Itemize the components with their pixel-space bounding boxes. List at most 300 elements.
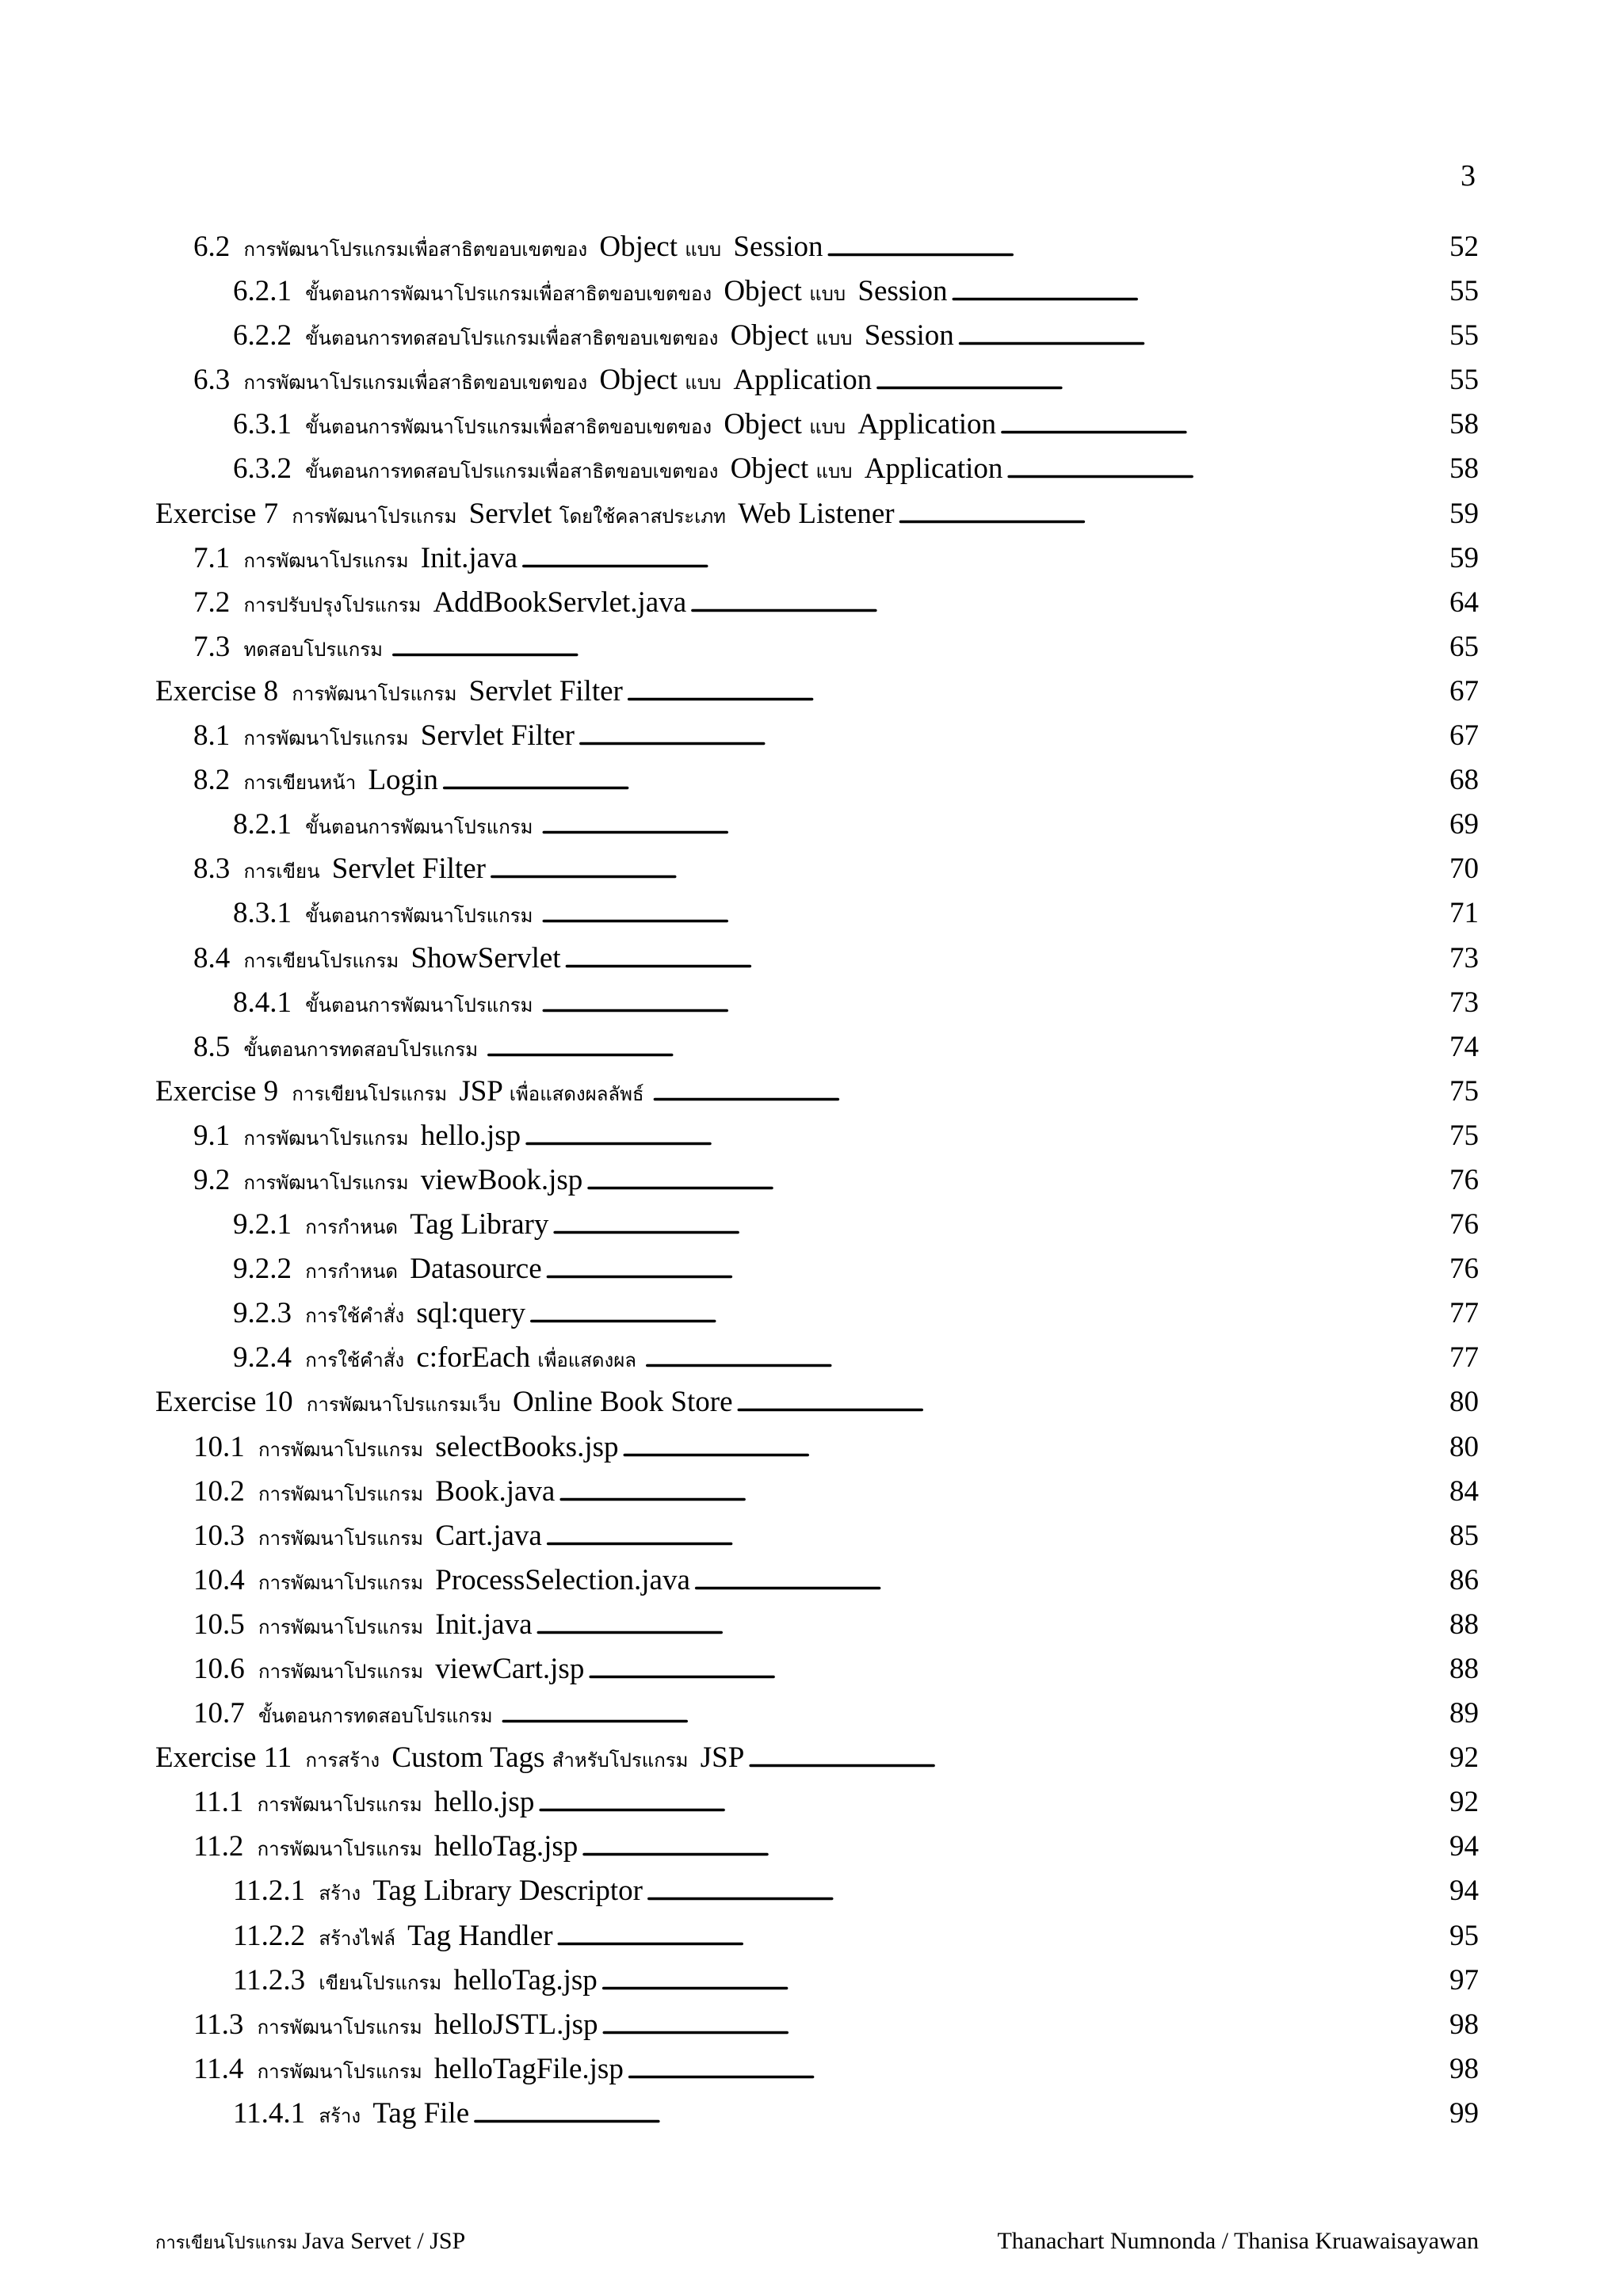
- toc-entry-number: 7.1: [193, 541, 231, 574]
- toc-entry-page: 58: [1449, 452, 1479, 486]
- toc-entry-thai-text: การพัฒนาโปรแกรม: [258, 1573, 424, 1594]
- toc-entry: [155, 1385, 1479, 1429]
- toc-entry-number: 10.2: [193, 1474, 245, 1508]
- toc-entry-page: 69: [1449, 808, 1479, 841]
- toc-entry-page: 89: [1449, 1697, 1479, 1730]
- toc-entry-number: 7.3: [193, 630, 231, 663]
- toc-dot-leader: [545, 1252, 1446, 1286]
- toc-entry-thai-text: ขั้นตอนการทดสอบโปรแกรม: [243, 1039, 479, 1061]
- toc-entry-label: [155, 497, 895, 532]
- toc-entry-page: 88: [1449, 1653, 1479, 1685]
- toc-entry-number: 6.2.1: [233, 275, 292, 308]
- toc-dot-leader: [826, 230, 1446, 264]
- toc-entry-page: 92: [1449, 1741, 1479, 1775]
- toc-entry-thai-text: ทดสอบโปรแกรม: [243, 639, 383, 661]
- toc-entry-title: hello.jsp: [420, 1119, 521, 1152]
- toc-entry-number: 6.3.1: [233, 408, 292, 441]
- toc-dot-leader: [529, 1296, 1446, 1330]
- toc-entry-thai-text: การพัฒนาโปรแกรม: [243, 1173, 409, 1194]
- toc-entry-number: 9.2.3: [233, 1297, 292, 1330]
- toc-entry-title: Servlet Filter: [331, 852, 486, 886]
- toc-dot-leader: [540, 986, 1446, 1020]
- toc-dot-leader: [564, 941, 1446, 975]
- toc-dot-leader: [622, 1430, 1447, 1464]
- toc-entry: [155, 318, 1479, 363]
- table-of-contents: [155, 230, 1479, 2141]
- toc-entry-thai-text: การพัฒนาโปรแกรม: [292, 506, 457, 528]
- toc-entry-page: 59: [1449, 541, 1479, 574]
- toc-entry-thai-text: ขั้นตอนการพัฒนาโปรแกรมเพื่อสาธิตขอบเขตของ: [305, 418, 712, 439]
- toc-entry-page: 67: [1449, 674, 1479, 707]
- toc-entry-number: 11.2.3: [233, 1963, 306, 1997]
- toc-entry: [155, 1652, 1479, 1696]
- toc-entry-thai-text: การเขียน: [243, 862, 320, 883]
- toc-dot-leader: [536, 1608, 1446, 1642]
- toc-entry-page: 58: [1449, 408, 1479, 441]
- toc-entry-label: [193, 363, 872, 398]
- toc-dot-leader: [875, 363, 1446, 397]
- toc-entry-title: Tag Library: [410, 1208, 549, 1241]
- toc-entry-page: 85: [1449, 1519, 1479, 1552]
- toc-entry-label: [193, 230, 823, 265]
- toc-entry-number: 11.4.1: [233, 2096, 306, 2130]
- toc-entry-label: [193, 1696, 498, 1731]
- toc-entry-title: Cart.java: [435, 1519, 542, 1552]
- toc-entry-label: [155, 1385, 733, 1420]
- toc-entry-number: 8.5: [193, 1030, 231, 1063]
- toc-dot-leader: [898, 497, 1446, 531]
- toc-entry-number: 8.3.1: [233, 897, 292, 930]
- toc-entry-page: 88: [1449, 1608, 1479, 1641]
- toc-entry-title: JSP: [700, 1741, 745, 1775]
- toc-dot-leader: [581, 1829, 1446, 1863]
- toc-entry: [155, 674, 1479, 719]
- toc-entry-page: 94: [1449, 1875, 1479, 1908]
- toc-entry: [155, 763, 1479, 807]
- toc-dot-leader: [601, 1963, 1446, 1997]
- toc-entry-title: helloJSTL.jsp: [433, 2008, 598, 2041]
- toc-entry-number: Exercise 9: [155, 1074, 279, 1108]
- toc-entry-number: 10.5: [193, 1608, 245, 1641]
- toc-entry-number: 11.2.1: [233, 1875, 306, 1908]
- toc-entry: [155, 2096, 1479, 2141]
- toc-entry-number: 9.1: [193, 1119, 231, 1152]
- toc-entry: [155, 630, 1479, 674]
- toc-entry-title: ShowServlet: [411, 941, 561, 974]
- toc-entry-page: 98: [1449, 2052, 1479, 2085]
- toc-entry-page: 77: [1449, 1341, 1479, 1375]
- toc-entry-label: [193, 1430, 619, 1465]
- toc-dot-leader: [1006, 452, 1446, 486]
- toc-entry-title: Servlet Filter: [468, 674, 623, 707]
- toc-entry-page: 76: [1449, 1163, 1479, 1196]
- toc-entry-page: 92: [1449, 1786, 1479, 1819]
- toc-entry-page: 70: [1449, 852, 1479, 886]
- toc-entry-title: helloTag.jsp: [453, 1963, 598, 1997]
- toc-entry-thai-text: การเขียนโปรแกรม: [292, 1084, 448, 1105]
- toc-entry-thai-text: การพัฒนาโปรแกรม: [258, 1484, 424, 1505]
- toc-entry-page: 65: [1449, 630, 1479, 663]
- toc-entry-title: Book.java: [435, 1474, 556, 1508]
- toc-entry-label: [233, 407, 996, 442]
- toc-entry-label: [155, 1741, 744, 1775]
- toc-entry-number: 11.3: [193, 2008, 244, 2041]
- toc-entry-thai-text: แบบ: [815, 462, 853, 483]
- toc-entry-label: [193, 1829, 578, 1864]
- toc-entry-title: c:forEach: [416, 1341, 531, 1375]
- toc-entry: [155, 1874, 1479, 1918]
- toc-entry-number: 11.1: [193, 1786, 244, 1819]
- toc-entry-thai-text: การพัฒนาโปรแกรม: [257, 1840, 422, 1861]
- toc-entry-page: 73: [1449, 941, 1479, 974]
- toc-entry-page: 71: [1449, 897, 1479, 930]
- toc-entry-title: Login: [368, 764, 438, 797]
- toc-entry-number: Exercise 7: [155, 497, 279, 530]
- toc-entry: [155, 1563, 1479, 1608]
- toc-entry: [155, 941, 1479, 986]
- toc-entry-label: [193, 719, 575, 753]
- toc-entry-label: [233, 896, 537, 931]
- toc-entry: [155, 852, 1479, 896]
- toc-entry-number: 11.4: [193, 2052, 244, 2085]
- toc-entry-title: Online Book Store: [513, 1386, 733, 1419]
- toc-entry-page: 73: [1449, 986, 1479, 1019]
- toc-dot-leader: [524, 1119, 1446, 1153]
- toc-entry: [155, 585, 1479, 630]
- toc-entry-thai-text: ขั้นตอนการพัฒนาโปรแกรม: [305, 906, 533, 928]
- toc-entry-label: [193, 1030, 483, 1065]
- toc-entry-label: [233, 1874, 643, 1909]
- toc-entry-title: ProcessSelection.java: [435, 1563, 690, 1596]
- toc-entry-title: Object: [724, 408, 802, 441]
- toc-entry-label: [233, 2096, 469, 2131]
- toc-entry-label: [193, 763, 438, 798]
- toc-entry-thai-text: ขั้นตอนการพัฒนาโปรแกรม: [305, 818, 533, 839]
- toc-entry-label: [155, 674, 623, 709]
- toc-entry: [155, 807, 1479, 852]
- toc-entry-label: [193, 541, 517, 576]
- toc-entry-number: Exercise 11: [155, 1741, 292, 1775]
- toc-entry: [155, 1252, 1479, 1296]
- toc-entry-thai-text: ขั้นตอนการทดสอบโปรแกรมเพื่อสาธิตขอบเขตของ: [305, 462, 719, 483]
- page-footer: [155, 2228, 1479, 2256]
- toc-entry-thai-text: สร้าง: [319, 1884, 361, 1905]
- toc-entry-page: 52: [1449, 231, 1479, 263]
- toc-entry-title: JSP: [459, 1074, 502, 1108]
- toc-entry-number: Exercise 10: [155, 1386, 293, 1419]
- toc-entry: [155, 1074, 1479, 1119]
- toc-dot-leader: [545, 1519, 1446, 1553]
- toc-dot-leader: [950, 274, 1446, 308]
- toc-entry-number: 9.2.1: [233, 1208, 292, 1241]
- toc-entry-label: [193, 2052, 624, 2087]
- toc-entry-number: 8.4.1: [233, 986, 292, 1019]
- toc-entry: [155, 896, 1479, 940]
- toc-entry-page: 95: [1449, 1919, 1479, 1952]
- toc-dot-leader: [587, 1652, 1446, 1686]
- toc-entry-label: [233, 1341, 641, 1375]
- toc-entry-label: [193, 585, 686, 620]
- toc-entry-title: Tag Handler: [407, 1919, 553, 1952]
- toc-dot-leader: [999, 407, 1446, 441]
- toc-entry-page: 67: [1449, 719, 1479, 753]
- toc-entry-thai-text: การพัฒนาโปรแกรม: [243, 729, 409, 750]
- toc-entry-label: [233, 318, 954, 353]
- toc-entry: [155, 1119, 1479, 1163]
- toc-entry-label: [233, 1252, 542, 1287]
- toc-entry-title: viewBook.jsp: [420, 1163, 583, 1196]
- toc-entry-thai-text: การกำหนด: [305, 1262, 398, 1283]
- toc-dot-leader: [486, 1030, 1446, 1064]
- toc-entry-title: Custom Tags: [391, 1741, 545, 1775]
- toc-entry-thai-text: แบบ: [815, 329, 853, 350]
- toc-dot-leader: [578, 719, 1446, 753]
- toc-entry-page: 77: [1449, 1297, 1479, 1330]
- toc-entry: [155, 2052, 1479, 2096]
- toc-entry: [155, 2008, 1479, 2052]
- toc-entry-page: 76: [1449, 1253, 1479, 1286]
- toc-entry-title: Application: [733, 364, 873, 397]
- toc-entry-label: [233, 1207, 548, 1242]
- toc-entry-number: 10.3: [193, 1519, 245, 1552]
- toc-entry-title: AddBookServlet.java: [433, 585, 687, 619]
- toc-entry: [155, 363, 1479, 407]
- toc-entry-title: Session: [864, 319, 954, 353]
- toc-entry-thai-text: เพื่อแสดงผลลัพธ์: [509, 1084, 644, 1105]
- toc-entry: [155, 1519, 1479, 1563]
- toc-entry-label: [193, 1785, 534, 1820]
- toc-entry-thai-text: การใช้คำสั่ง: [305, 1306, 405, 1328]
- toc-entry-label: [193, 1652, 584, 1687]
- toc-entry-label: [193, 1119, 521, 1154]
- toc-entry: [155, 1741, 1479, 1785]
- toc-entry-page: 75: [1449, 1074, 1479, 1108]
- toc-entry: [155, 986, 1479, 1030]
- toc-entry: [155, 1829, 1479, 1874]
- toc-entry-title: helloTagFile.jsp: [433, 2052, 624, 2085]
- toc-entry-label: [193, 852, 486, 887]
- toc-entry-number: 8.1: [193, 719, 231, 753]
- toc-entry-label: [233, 452, 1002, 486]
- toc-entry-label: [193, 1163, 582, 1198]
- toc-entry: [155, 1163, 1479, 1207]
- toc-entry-number: 10.6: [193, 1653, 245, 1685]
- toc-dot-leader: [501, 1696, 1446, 1730]
- toc-entry-page: 74: [1449, 1030, 1479, 1063]
- toc-entry-thai-text: ขั้นตอนการทดสอบโปรแกรมเพื่อสาธิตขอบเขตของ: [305, 329, 719, 350]
- toc-entry-thai-text: การพัฒนาโปรแกรม: [292, 684, 457, 705]
- toc-dot-leader: [747, 1741, 1446, 1775]
- toc-entry: [155, 407, 1479, 452]
- toc-entry-title: Object: [599, 364, 678, 397]
- toc-entry-thai-text: สร้าง: [319, 2106, 361, 2127]
- toc-entry-number: 8.3: [193, 852, 231, 886]
- toc-entry-label: [193, 1474, 555, 1509]
- toc-dot-leader: [644, 1341, 1446, 1375]
- toc-entry-number: 9.2.4: [233, 1341, 292, 1375]
- toc-entry-title: Application: [857, 408, 997, 441]
- toc-entry: [155, 1030, 1479, 1074]
- toc-entry-number: 6.2.2: [233, 319, 292, 353]
- toc-dot-leader: [472, 2096, 1446, 2130]
- toc-entry-number: 6.3: [193, 364, 231, 397]
- toc-entry-title: Init.java: [420, 541, 518, 574]
- toc-dot-leader: [540, 807, 1446, 841]
- toc-entry-title: Session: [733, 231, 823, 263]
- toc-entry-page: 98: [1449, 2008, 1479, 2041]
- toc-dot-leader: [391, 630, 1446, 664]
- toc-entry-page: 64: [1449, 585, 1479, 619]
- page-number: 3: [1461, 159, 1476, 193]
- toc-entry-thai-text: ขั้นตอนการพัฒนาโปรแกรมเพื่อสาธิตขอบเขตของ: [305, 284, 712, 306]
- toc-entry-page: 99: [1449, 2096, 1479, 2130]
- toc-entry-thai-text: การพัฒนาโปรแกรม: [258, 1528, 424, 1550]
- toc-entry-thai-text: ขั้นตอนการพัฒนาโปรแกรม: [305, 995, 533, 1016]
- toc-dot-leader: [537, 1785, 1446, 1819]
- toc-entry-label: [193, 1519, 542, 1554]
- toc-entry-thai-text: การพัฒนาโปรแกรม: [257, 2061, 422, 2083]
- toc-entry: [155, 1919, 1479, 1963]
- footer-left-text: Java Servet / JSP: [302, 2228, 466, 2254]
- toc-entry-number: 6.2: [193, 231, 231, 263]
- toc-entry: [155, 1696, 1479, 1741]
- toc-entry: [155, 1207, 1479, 1252]
- toc-entry-label: [193, 1563, 690, 1598]
- toc-entry-thai-text: การพัฒนาโปรแกรม: [258, 1440, 424, 1461]
- toc-entry-number: 9.2: [193, 1163, 231, 1196]
- toc-entry-label: [233, 986, 537, 1020]
- toc-dot-leader: [689, 585, 1446, 620]
- toc-dot-leader: [586, 1163, 1446, 1197]
- toc-entry-number: 8.2.1: [233, 808, 292, 841]
- toc-dot-leader: [521, 541, 1446, 575]
- toc-dot-leader: [646, 1874, 1446, 1908]
- toc-entry: [155, 1430, 1479, 1474]
- toc-entry: [155, 719, 1479, 763]
- toc-entry-page: 86: [1449, 1563, 1479, 1596]
- toc-entry-thai-text: แบบ: [809, 418, 846, 439]
- toc-entry-title: Object: [730, 319, 809, 353]
- toc-entry: [155, 274, 1479, 318]
- toc-entry-thai-text: สร้างไฟล์: [319, 1928, 395, 1950]
- toc-entry-label: [233, 807, 537, 842]
- toc-entry-page: 55: [1449, 319, 1479, 353]
- toc-dot-leader: [601, 2008, 1447, 2042]
- toc-entry: [155, 230, 1479, 274]
- toc-entry-page: 84: [1449, 1474, 1479, 1508]
- toc-entry-thai-text: แบบ: [685, 373, 722, 395]
- toc-entry: [155, 1963, 1479, 2008]
- toc-dot-leader: [652, 1074, 1446, 1108]
- toc-entry-page: 76: [1449, 1208, 1479, 1241]
- toc-entry-page: 55: [1449, 364, 1479, 397]
- toc-entry: [155, 1296, 1479, 1341]
- toc-dot-leader: [957, 318, 1446, 353]
- toc-entry-title: Tag File: [372, 2096, 470, 2130]
- toc-entry-number: 8.2: [193, 764, 231, 797]
- toc-dot-leader: [558, 1474, 1446, 1508]
- toc-dot-leader: [441, 763, 1446, 797]
- toc-entry-number: 7.2: [193, 585, 231, 619]
- toc-entry-label: [233, 1963, 598, 1998]
- toc-entry-thai-text: การกำหนด: [305, 1218, 398, 1239]
- toc-entry-label: [193, 2008, 598, 2042]
- toc-dot-leader: [627, 2052, 1446, 2086]
- toc-entry-thai-text: การพัฒนาโปรแกรมเว็บ: [306, 1395, 501, 1417]
- toc-entry-thai-text: การปรับปรุงโปรแกรม: [243, 595, 422, 616]
- toc-entry-title: Web Listener: [738, 497, 895, 530]
- toc-entry-thai-text: การเขียนหน้า: [243, 773, 357, 795]
- toc-entry-label: [233, 274, 947, 309]
- toc-entry-title: Object: [724, 275, 802, 308]
- toc-entry-title: Init.java: [435, 1608, 533, 1641]
- toc-entry-number: 6.3.2: [233, 452, 292, 486]
- toc-entry-page: 55: [1449, 275, 1479, 308]
- toc-entry-label: [193, 630, 388, 665]
- toc-entry-thai-text: การเขียนโปรแกรม: [243, 951, 399, 972]
- toc-entry-title: Servlet: [468, 497, 552, 530]
- toc-entry-title: Session: [857, 275, 948, 308]
- toc-entry-thai-text: การพัฒนาโปรแกรมเพื่อสาธิตขอบเขตของ: [243, 240, 588, 261]
- toc-entry-title: Object: [730, 452, 809, 486]
- toc-entry-title: Servlet Filter: [420, 719, 575, 753]
- toc-entry-thai-text: การสร้าง: [305, 1751, 380, 1772]
- toc-entry-number: 9.2.2: [233, 1253, 292, 1286]
- toc-entry-thai-text: การพัฒนาโปรแกรม: [257, 2017, 422, 2039]
- toc-entry-page: 80: [1449, 1386, 1479, 1419]
- toc-entry-number: 11.2: [193, 1830, 244, 1863]
- toc-dot-leader: [556, 1919, 1446, 1953]
- toc-entry-number: 11.2.2: [233, 1919, 306, 1952]
- toc-entry-label: [233, 1296, 525, 1331]
- toc-entry-title: Object: [599, 231, 678, 263]
- toc-entry-thai-text: การพัฒนาโปรแกรมเพื่อสาธิตขอบเขตของ: [243, 373, 588, 395]
- toc-entry-thai-text: แบบ: [809, 284, 846, 306]
- toc-dot-leader: [489, 852, 1446, 886]
- toc-entry-label: [233, 1919, 553, 1954]
- toc-entry-title: Datasource: [410, 1253, 542, 1286]
- toc-entry-thai-text: การพัฒนาโปรแกรม: [257, 1795, 422, 1817]
- toc-entry-title: Application: [864, 452, 1003, 486]
- toc-dot-leader: [693, 1563, 1446, 1597]
- toc-entry-page: 59: [1449, 497, 1479, 530]
- toc-dot-leader: [626, 674, 1446, 708]
- toc-entry-thai-text: โดยใช้คลาสประเภท: [559, 506, 726, 528]
- toc-entry-label: [193, 1608, 533, 1642]
- toc-entry-title: selectBooks.jsp: [435, 1430, 619, 1463]
- footer-left: [155, 2228, 465, 2256]
- toc-entry-number: 10.4: [193, 1563, 245, 1596]
- toc-dot-leader: [540, 896, 1446, 930]
- toc-entry-thai-text: การพัฒนาโปรแกรม: [258, 1617, 424, 1638]
- toc-entry: [155, 1785, 1479, 1829]
- toc-entry: [155, 452, 1479, 496]
- toc-entry: [155, 1608, 1479, 1652]
- toc-entry-title: Tag Library Descriptor: [372, 1875, 643, 1908]
- toc-entry-title: sql:query: [416, 1297, 526, 1330]
- toc-entry-title: hello.jsp: [433, 1786, 535, 1819]
- toc-entry-page: 97: [1449, 1963, 1479, 1997]
- toc-entry-number: 10.7: [193, 1697, 245, 1730]
- toc-entry-thai-text: การพัฒนาโปรแกรม: [243, 1128, 409, 1150]
- toc-entry-page: 94: [1449, 1830, 1479, 1863]
- footer-right: Thanachart Numnonda / Thanisa Kruawaisayawan: [997, 2228, 1479, 2254]
- toc-dot-leader: [552, 1207, 1446, 1241]
- toc-entry-page: 80: [1449, 1430, 1479, 1463]
- toc-entry-thai-text: เขียนโปรแกรม: [319, 1973, 442, 1994]
- toc-entry-number: 10.1: [193, 1430, 245, 1463]
- toc-entry-thai-text: การพัฒนาโปรแกรม: [258, 1662, 424, 1683]
